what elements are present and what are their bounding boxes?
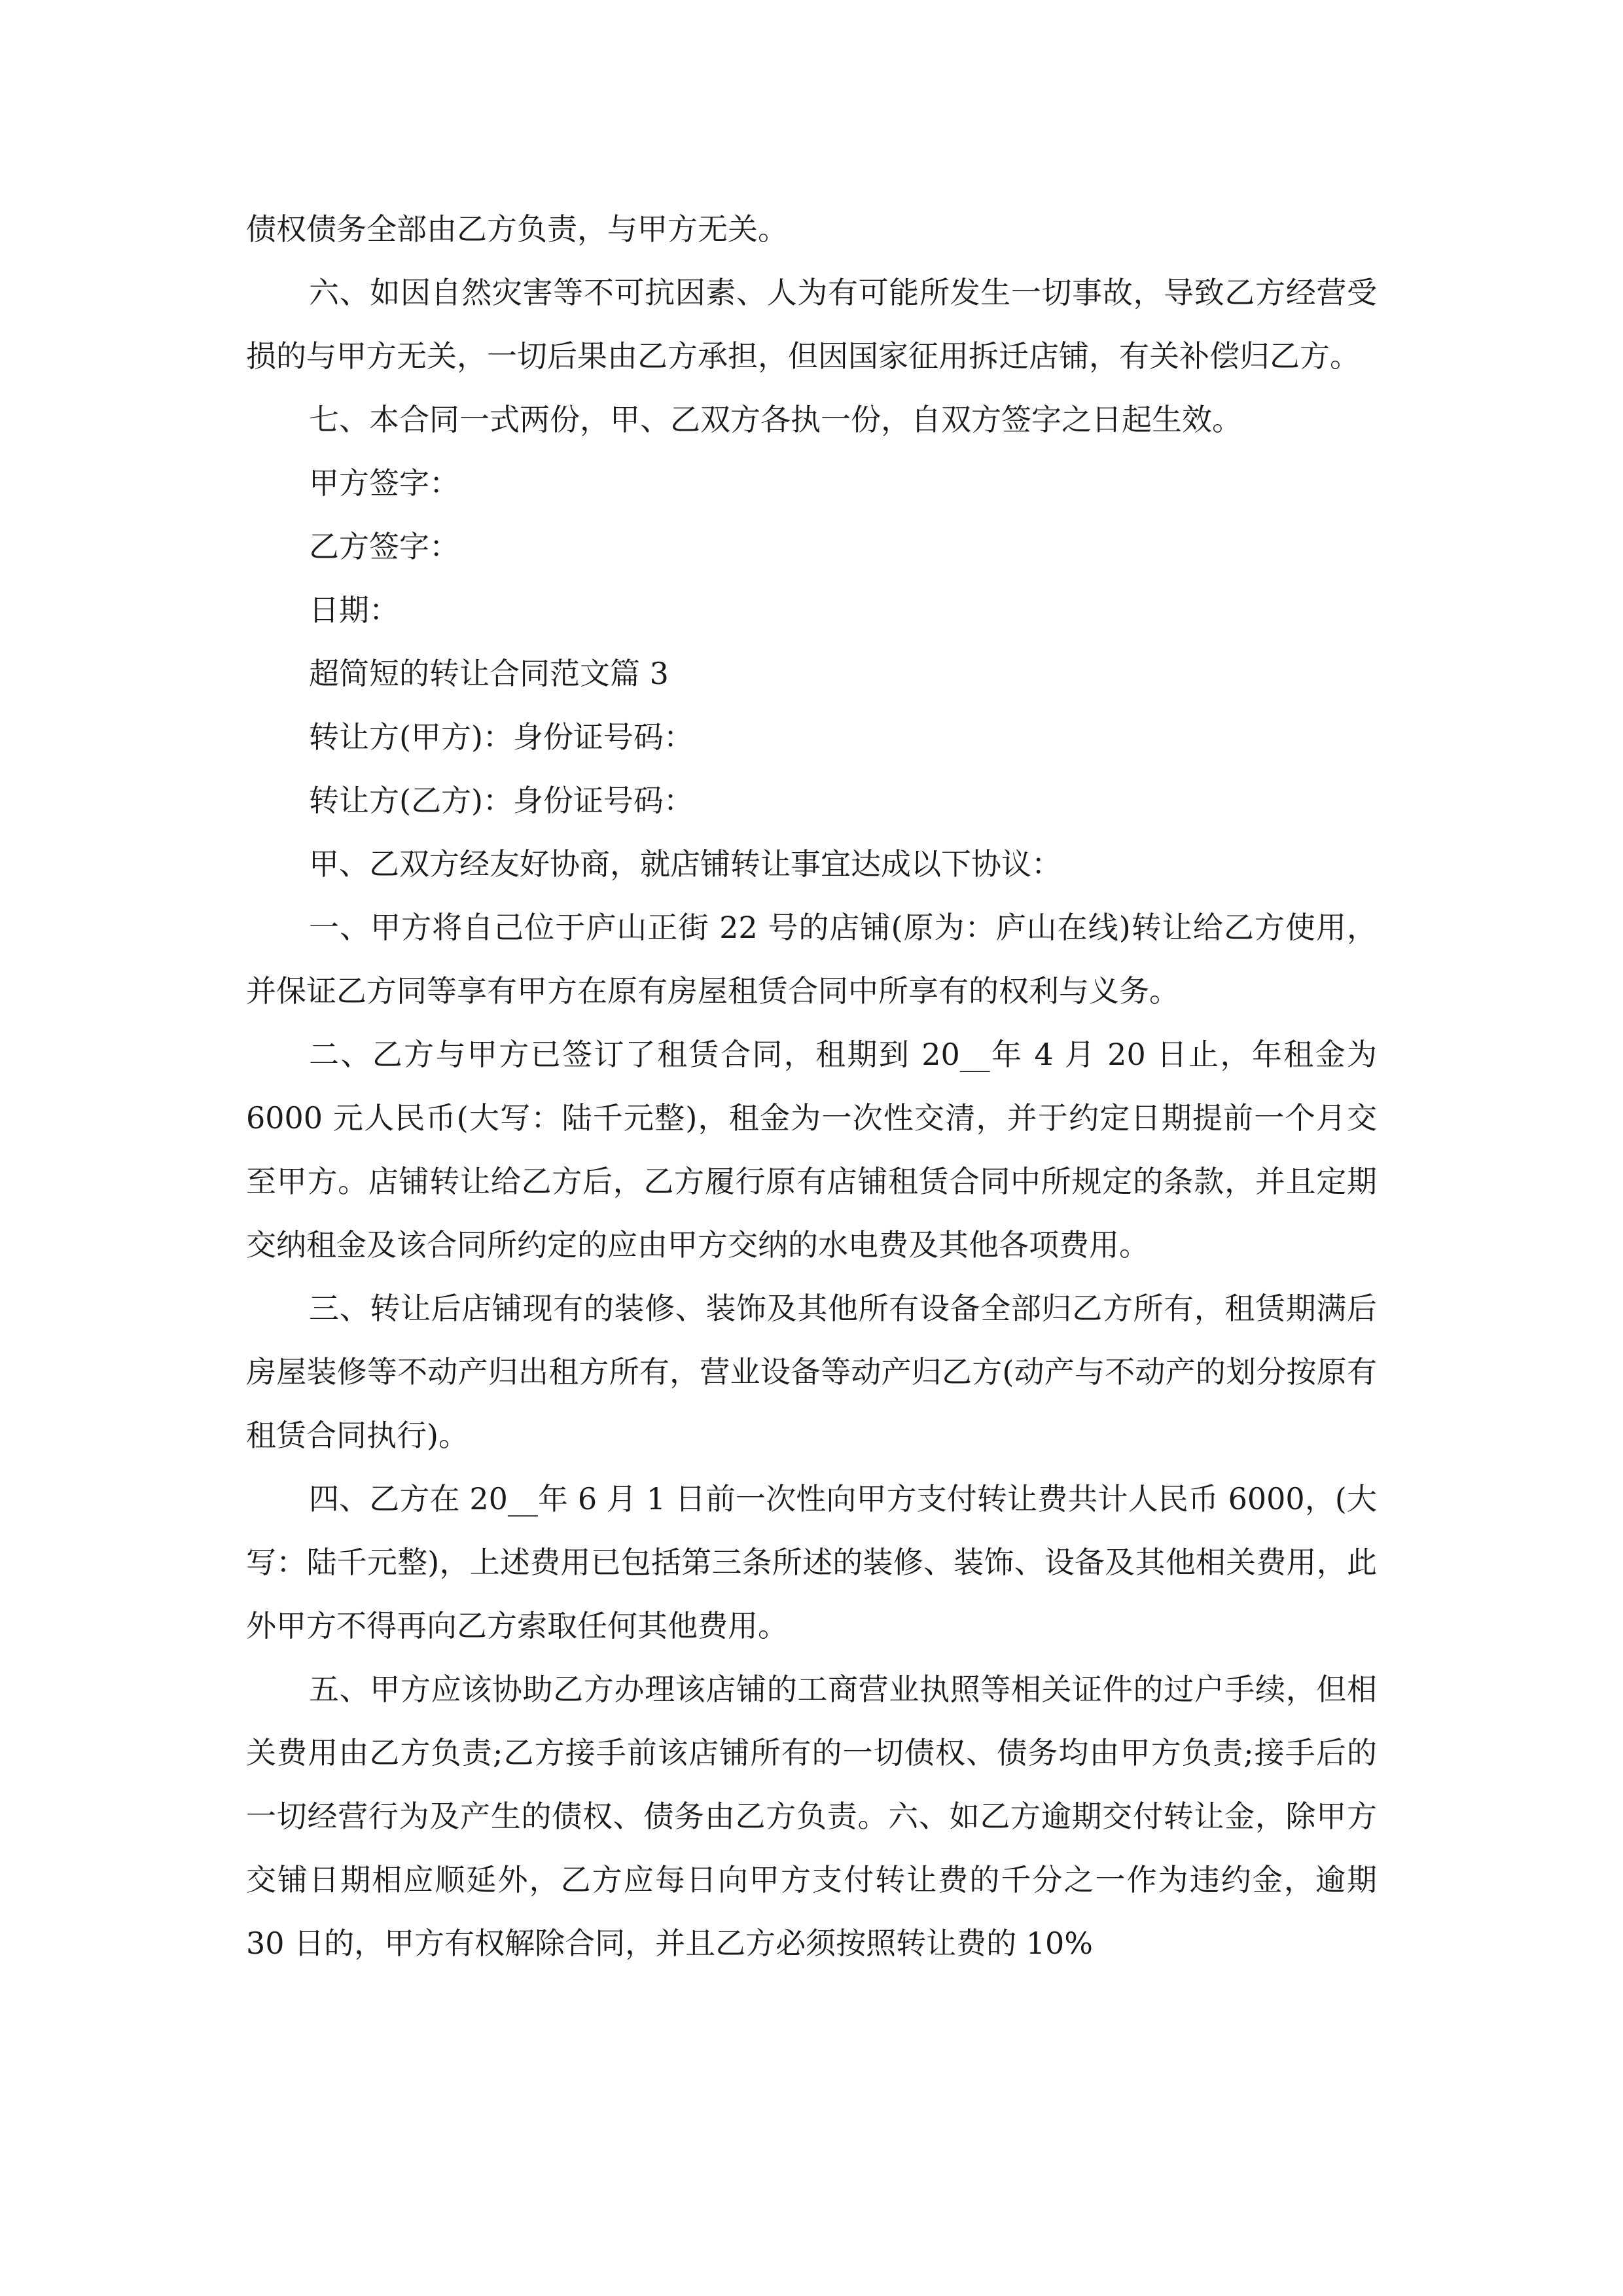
paragraph-clause-3: 三、转让后店铺现有的装修、装饰及其他所有设备全部归乙方所有，租赁期满后房屋装修等不动产归出租方所有，营业设备等动产归乙方(动产与不动产的划分按原有租赁合同执行)。 [246,1291,1377,1453]
signature-date: 日期： [309,592,399,628]
paragraph-clause-1: 一、甲方将自己位于庐山正街 22 号的店铺(原为：庐山在线)转让给乙方使用，并保证乙方同等享有甲方在原有房屋租赁合同中所享有的权利与义务。 [246,910,1377,1009]
paragraph-clause-4: 四、乙方在 20__年 6 月 1 日前一次性向甲方支付转让费共计人民币 6000，(大写：陆千元整)，上述费用已包括第三条所述的装修、装饰、设备及其他相关费用，此外甲方不得再向乙方索取任何其他费用。 [246,1481,1377,1643]
document-body [246,198,1377,1975]
transferor-party-a: 转让方(甲方)：身份证号码： [309,719,694,755]
signature-party-a: 甲方签字： [309,465,459,501]
transferee-party-b: 转让方(乙方)：身份证号码： [309,783,694,818]
signature-party-b: 乙方签字： [309,529,459,564]
section-heading-template-3: 超简短的转让合同范文篇 3 [309,656,669,691]
paragraph-clause-5: 五、甲方应该协助乙方办理该店铺的工商营业执照等相关证件的过户手续，但相关费用由乙方负责;乙方接手前该店铺所有的一切债权、债务均由甲方负责;接手后的一切经营行为及产生的债权、债务由乙方负责。六、如乙方逾期交付转让金，除甲方交铺日期相应顺延外，乙方应每日向甲方支付转让费的千分之一作为违约金，逾期 30 日的，甲方有权解除合同，并且乙方必须按照转让费的 10% [246,1672,1377,1961]
paragraph-clause-7-effective: 七、本合同一式两份，甲、乙双方各执一份，自双方签字之日起生效。 [309,402,1242,437]
paragraph-agreement-intro: 甲、乙双方经友好协商，就店铺转让事宜达成以下协议： [309,846,1061,882]
paragraph-debt-continuation: 债权债务全部由乙方负责，与甲方无关。 [246,211,788,247]
paragraph-clause-6-force-majeure: 六、如因自然灾害等不可抗因素、人为有可能所发生一切事故，导致乙方经营受损的与甲方无关，一切后果由乙方承担，但因国家征用拆迁店铺，有关补偿归乙方。 [246,275,1377,374]
paragraph-clause-2: 二、乙方与甲方已签订了租赁合同，租期到 20__年 4 月 20 日止，年租金为 6000 元人民币(大写：陆千元整)，租金为一次性交清，并于约定日期提前一个月交至甲方。店铺转让给乙方后，乙方履行原有店铺租赁合同中所规定的条款，并且定期交纳租金及该合同所约定的应由甲方交纳的水电费及其他各项费用。 [246,1037,1377,1263]
